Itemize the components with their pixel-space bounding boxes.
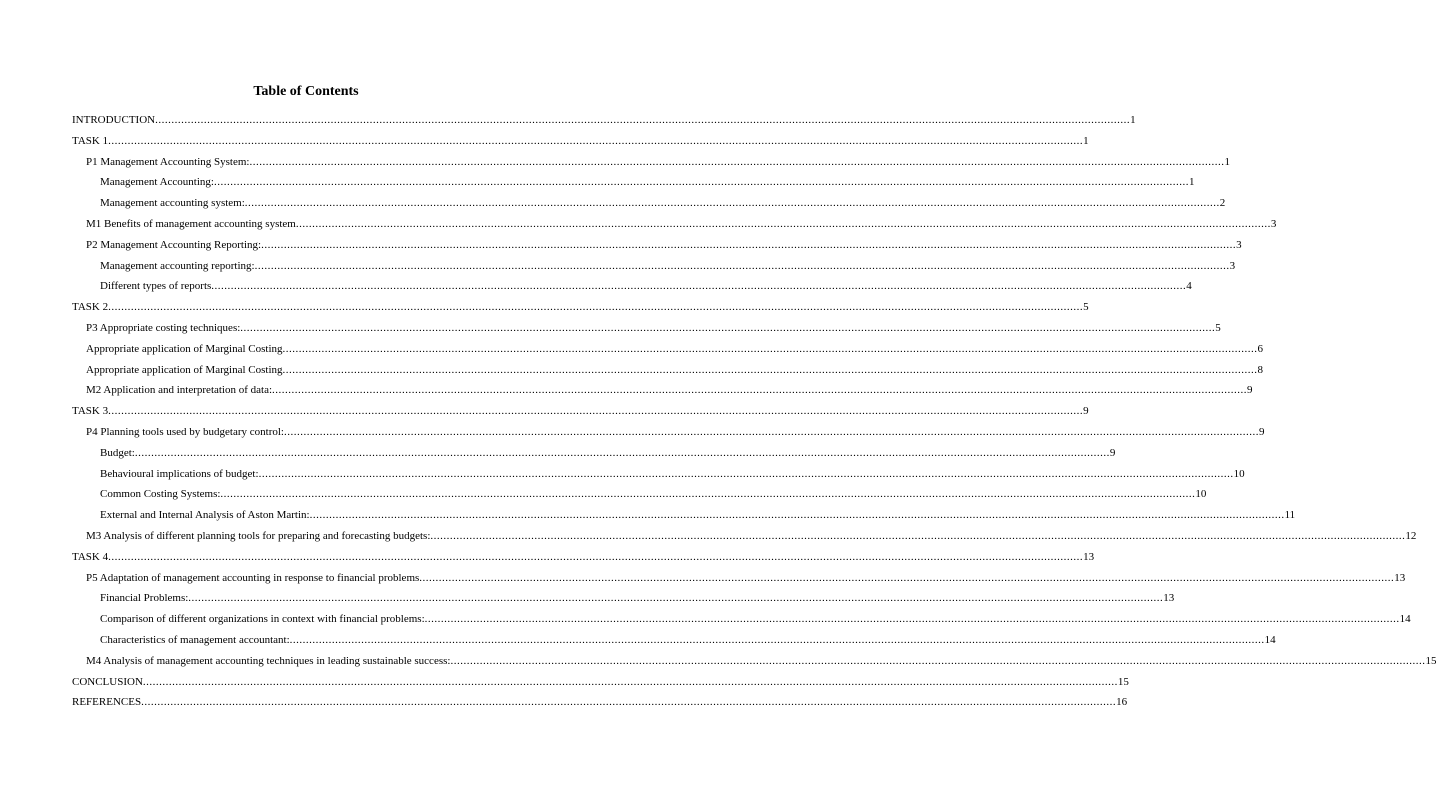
toc-entry-page-number: 10 bbox=[1233, 467, 1245, 480]
toc-entry-page-number: 3 bbox=[1236, 238, 1242, 251]
toc-entry-label: TASK 4 bbox=[72, 550, 109, 563]
toc-entry-page-number: 9 bbox=[1247, 384, 1253, 397]
toc-entry-label: M1 Benefits of management accounting system bbox=[86, 218, 296, 230]
toc-entry-page-number: 5 bbox=[1215, 322, 1221, 334]
toc-entry[interactable] bbox=[72, 674, 1129, 690]
toc-entry-page-number: 9 bbox=[1258, 426, 1265, 438]
toc-entry-page-number: 13 bbox=[1163, 592, 1175, 605]
dot-leader: ............................................................................................................................................................................................................................................................................................................ bbox=[155, 114, 1131, 126]
dot-leader: ............................................................................................................................................................................................................................................................................................................ bbox=[419, 571, 1395, 584]
toc-entry[interactable] bbox=[100, 590, 1175, 606]
toc-entry-label: Comparison of different organizations in context with financial problems: bbox=[100, 613, 425, 626]
dot-leader: ............................................................................................................................................................................................................................................................................................................ bbox=[211, 280, 1187, 293]
dot-leader: ............................................................................................................................................................................................................................................................................................................ bbox=[261, 238, 1237, 251]
dot-leader: ............................................................................................................................................................................................................................................................................................................ bbox=[213, 176, 1189, 189]
toc-entry[interactable] bbox=[72, 403, 1089, 419]
toc-entry[interactable] bbox=[100, 195, 1226, 211]
dot-leader: ............................................................................................................................................................................................................................................................................................................ bbox=[188, 592, 1164, 605]
dot-leader: ............................................................................................................................................................................................................................................................................................................ bbox=[295, 218, 1271, 230]
page-title: Table of Contents bbox=[253, 84, 359, 99]
dot-leader: ............................................................................................................................................................................................................................................................................................................ bbox=[240, 322, 1216, 334]
toc-entry-page-number: 14 bbox=[1264, 634, 1276, 646]
dot-leader: ............................................................................................................................................................................................................................................................................................................ bbox=[289, 634, 1265, 646]
dot-leader: ............................................................................................................................................................................................................................................................................................................ bbox=[283, 426, 1259, 438]
dot-leader: ............................................................................................................................................................................................................................................................................................................ bbox=[220, 488, 1196, 501]
dot-leader: ............................................................................................................................................................................................................................................................................................................ bbox=[108, 550, 1084, 563]
toc-entry[interactable] bbox=[86, 382, 1253, 398]
dot-leader: ............................................................................................................................................................................................................................................................................................................ bbox=[141, 696, 1117, 709]
dot-leader: ............................................................................................................................................................................................................................................................................................................ bbox=[244, 197, 1220, 210]
toc-entry-label: REFERENCES bbox=[72, 696, 142, 709]
toc-entry-label: P5 Adaptation of management accounting in response to financial problems bbox=[86, 571, 420, 584]
toc-entry[interactable] bbox=[86, 237, 1242, 253]
toc-entry-page-number: 16 bbox=[1116, 696, 1128, 709]
dot-leader: ............................................................................................................................................................................................................................................................................................................ bbox=[424, 613, 1400, 626]
toc-entry-label: P3 Appropriate costing techniques: bbox=[86, 322, 241, 334]
toc-entry[interactable] bbox=[100, 507, 1296, 523]
toc-entry-label: TASK 1 bbox=[72, 134, 109, 147]
toc-entry-label: Characteristics of management accountant: bbox=[100, 634, 290, 646]
toc-entry[interactable] bbox=[86, 570, 1406, 586]
toc-entry-label: M4 Analysis of management accounting techniques in leading sustainable success: bbox=[86, 654, 451, 667]
toc-entry-label: TASK 2 bbox=[72, 301, 109, 314]
toc-entry-label: CONCLUSION bbox=[72, 675, 143, 688]
toc-entry-label: M3 Analysis of different planning tools for preparing and forecasting budgets: bbox=[86, 530, 431, 542]
dot-leader: ............................................................................................................................................................................................................................................................................................................ bbox=[142, 675, 1118, 688]
toc-entry-page-number: 3 bbox=[1229, 259, 1236, 272]
toc-entry-label: Management Accounting: bbox=[100, 176, 214, 189]
dot-leader: ............................................................................................................................................................................................................................................................................................................ bbox=[430, 530, 1406, 542]
toc-entry-page-number: 1 bbox=[1188, 176, 1195, 189]
toc-entry[interactable] bbox=[86, 341, 1264, 357]
toc-entry[interactable] bbox=[100, 258, 1236, 274]
toc-entry-page-number: 3 bbox=[1270, 218, 1277, 230]
dot-leader: ............................................................................................................................................................................................................................................................................................................ bbox=[450, 654, 1426, 667]
toc-entry-label: Budget: bbox=[100, 446, 135, 459]
dot-leader: ............................................................................................................................................................................................................................................................................................................ bbox=[108, 134, 1084, 147]
toc-entry-page-number: 9 bbox=[1083, 405, 1089, 418]
toc-entry-page-number: 13 bbox=[1083, 550, 1095, 563]
toc-entry[interactable] bbox=[86, 362, 1264, 378]
toc-entry-page-number: 9 bbox=[1109, 446, 1116, 459]
toc-entry-page-number: 8 bbox=[1257, 363, 1264, 376]
dot-leader: ............................................................................................................................................................................................................................................................................................................ bbox=[258, 467, 1234, 480]
toc-entry-label: Common Costing Systems: bbox=[100, 488, 221, 501]
dot-leader: ............................................................................................................................................................................................................................................................................................................ bbox=[282, 363, 1258, 376]
toc-entry[interactable] bbox=[72, 112, 1136, 128]
toc-entry-label: Appropriate application of Marginal Costing bbox=[86, 363, 283, 376]
toc-entry-page-number: 6 bbox=[1257, 342, 1264, 355]
toc-entry[interactable] bbox=[72, 133, 1089, 149]
toc-entry-page-number: 15 bbox=[1425, 654, 1436, 667]
toc-entry-page-number: 11 bbox=[1284, 509, 1296, 522]
toc-entry-label: P4 Planning tools used by budgetary control: bbox=[86, 426, 284, 438]
toc-entry[interactable] bbox=[86, 320, 1221, 336]
toc-entry-label: P2 Management Accounting Reporting: bbox=[86, 238, 262, 251]
toc-entry[interactable] bbox=[72, 694, 1128, 710]
dot-leader: ............................................................................................................................................................................................................................................................................................................ bbox=[282, 342, 1258, 355]
toc-entry[interactable] bbox=[100, 486, 1207, 502]
toc-entry-label: Management accounting reporting: bbox=[100, 259, 255, 272]
toc-entry[interactable] bbox=[86, 216, 1277, 232]
toc-entry-label: External and Internal Analysis of Aston Martin: bbox=[100, 509, 310, 522]
toc-entry-page-number: 5 bbox=[1083, 301, 1089, 314]
toc-entry-label: Behavioural implications of budget: bbox=[100, 467, 259, 480]
toc-entry-page-number: 14 bbox=[1399, 613, 1411, 626]
dot-leader: ............................................................................................................................................................................................................................................................................................................ bbox=[309, 509, 1285, 522]
toc-entry-label: M2 Application and interpretation of data: bbox=[86, 384, 273, 397]
dot-leader: ............................................................................................................................................................................................................................................................................................................ bbox=[272, 384, 1248, 397]
toc-entry-page-number: 1 bbox=[1224, 155, 1230, 168]
toc-entry-label: P1 Management Accounting System: bbox=[86, 155, 250, 168]
toc-entry-page-number: 12 bbox=[1405, 530, 1417, 542]
toc-entry[interactable] bbox=[72, 299, 1089, 315]
toc-entry-page-number: 15 bbox=[1117, 675, 1129, 688]
dot-leader: ............................................................................................................................................................................................................................................................................................................ bbox=[254, 259, 1230, 272]
toc-entry-page-number: 4 bbox=[1186, 280, 1192, 293]
toc-entry[interactable] bbox=[100, 445, 1116, 461]
toc-entry[interactable] bbox=[100, 278, 1192, 294]
toc-entry[interactable] bbox=[100, 611, 1411, 627]
toc-entry-page-number: 1 bbox=[1130, 114, 1136, 126]
toc-entry-label: INTRODUCTION bbox=[72, 114, 156, 126]
dot-leader: ............................................................................................................................................................................................................................................................................................................ bbox=[249, 155, 1225, 168]
toc-entry-label: Different types of reports bbox=[100, 280, 212, 293]
toc-entry[interactable] bbox=[100, 174, 1195, 190]
dot-leader: ............................................................................................................................................................................................................................................................................................................ bbox=[108, 405, 1084, 418]
toc-entry-label: Management accounting system: bbox=[100, 197, 245, 210]
toc-entry[interactable] bbox=[86, 424, 1265, 440]
dot-leader: ............................................................................................................................................................................................................................................................................................................ bbox=[108, 301, 1084, 314]
toc-entry-page-number: 10 bbox=[1195, 488, 1207, 501]
toc-entry[interactable] bbox=[72, 549, 1095, 565]
toc-entry[interactable] bbox=[100, 466, 1245, 482]
toc-entry-label: Financial Problems: bbox=[100, 592, 189, 605]
toc-entry[interactable] bbox=[100, 632, 1276, 648]
toc-entry-label: Appropriate application of Marginal Costing bbox=[86, 342, 283, 355]
toc-entry-page-number: 13 bbox=[1394, 571, 1406, 584]
toc-entry[interactable] bbox=[86, 653, 1436, 669]
toc-entry[interactable] bbox=[86, 154, 1230, 170]
toc-entry-page-number: 1 bbox=[1083, 134, 1089, 147]
dot-leader: ............................................................................................................................................................................................................................................................................................................ bbox=[134, 446, 1110, 459]
toc-entry-label: TASK 3 bbox=[72, 405, 109, 418]
toc-entry-page-number: 2 bbox=[1219, 197, 1226, 210]
toc-entry[interactable] bbox=[86, 528, 1417, 544]
